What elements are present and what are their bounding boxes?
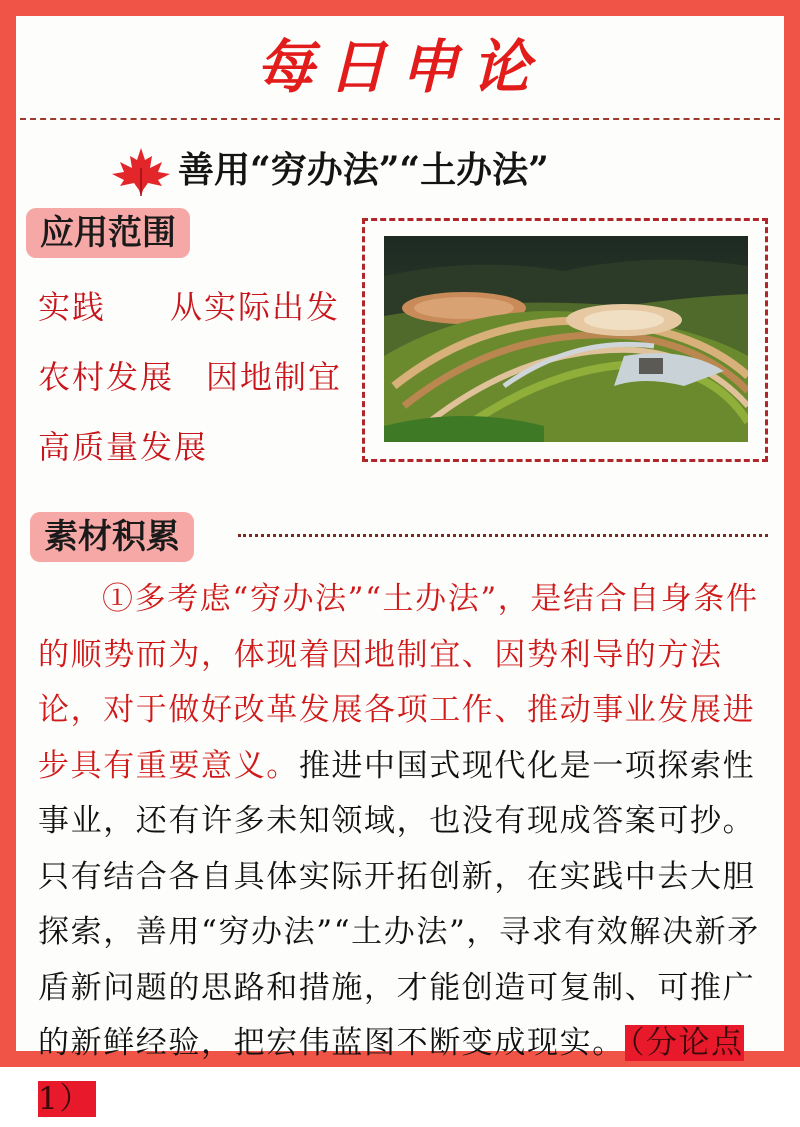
maple-leaf-icon [110,146,172,196]
title-divider [20,118,780,120]
paragraph-key-point: 多考虑“穷办法”“土办法”，是结合自身条件的顺势而为，体现着因地制宜、因势利导的方法论，对于做好改革发展各项工作、推动事业发展进步具有重要意义。 [38,581,759,784]
page-title: 每日申论 [255,33,544,101]
material-paragraph [38,572,768,1127]
scope-item-from-reality: 从实际出发 [170,288,341,326]
scope-item-quality: 高质量发展 [38,428,209,466]
scope-label: 应用范围 [26,208,190,258]
rice-terrace-photo [384,236,748,442]
scope-item-local: 因地制宜 [206,358,343,396]
paragraph-number: ① [102,581,135,617]
paragraph-supporting-text: 推进中国式现代化是一项探索性事业，还有许多未知领域，也没有现成答案可抄。只有结合各自具体实际开拓创新，在实践中去大胆探索，善用“穷办法”“土办法”，寻求有效解决新矛盾新问题的思路和措施，才能创造可复制、可推广的新鲜经验，把宏伟蓝图不断变成现实。 [38,747,760,1061]
material-label: 素材积累 [30,512,194,562]
scope-item-rural: 农村发展 [38,358,175,396]
scope-item-practice: 实践 [38,288,107,326]
sub-argument-tag: （分论点1） [38,1025,744,1117]
material-divider [238,534,768,537]
article-subtitle: 善用“穷办法”“土办法” [178,149,549,191]
